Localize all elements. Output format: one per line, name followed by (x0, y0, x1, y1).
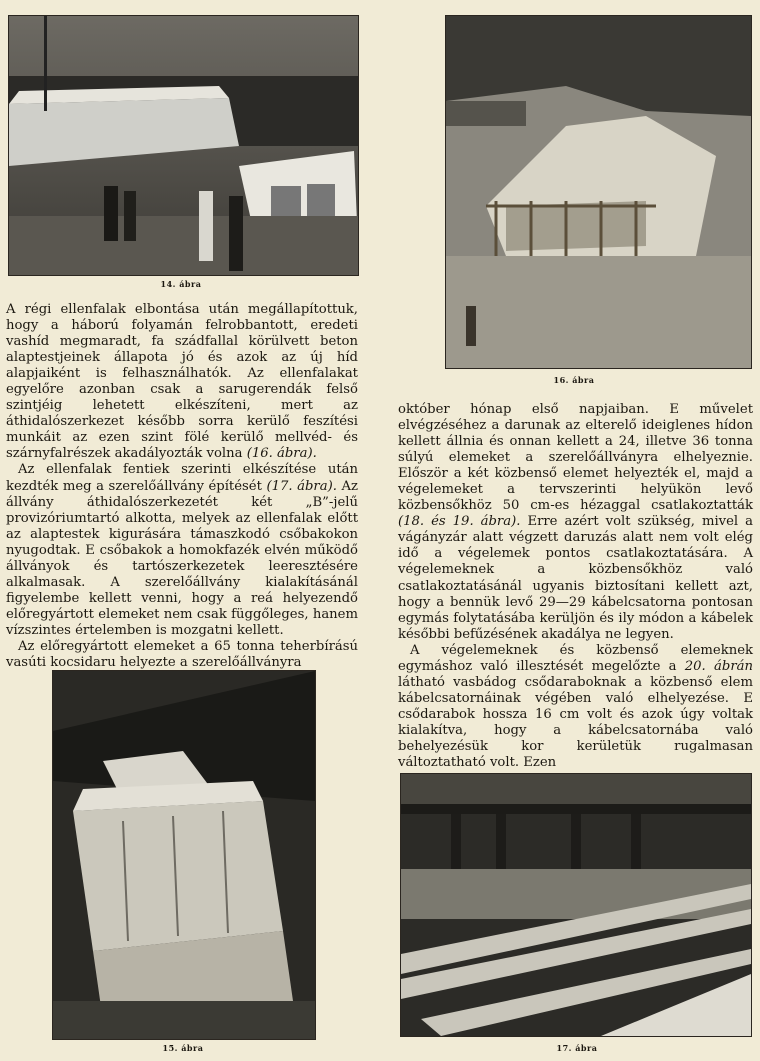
figure-14-image (9, 16, 358, 275)
right-column-text (398, 402, 753, 771)
figure-17-photo (400, 773, 752, 1037)
paragraph: október hónap első napjaiban. E művelet elvégzéséhez a darunak az elterelő ideiglenes hídon kellett állnia és onnan kellett a 24, illetve 36 tonna súlyú elemeket a szerelőállványra elhelyeznie. Először a két közbenső elemet helyezték el, majd a végelemeket a tervszerinti helyükön levő közbensőkhöz 50 cm-es hézaggal csatlakoztatták (18. és 19. ábra). Erre azért volt szükség, mivel a vágányzár alatt végzett daruzás alatt nem volt elég idő a végelemek pontos csatlakoztatására. A végelemeknek a közbensőkhöz való csatlakoztatásánál ugyanis biztosítani kellett azt, hogy a bennük levő 29—29 kábelcsatorna pontosan egymás folytatásába kerüljön és ily módon a kábelek későbbi befűzésének akadálya ne legyen. (398, 402, 753, 642)
figure-16-caption: 16. ábra (553, 375, 595, 385)
figure-16-image (446, 16, 751, 368)
figure-14-photo (8, 15, 359, 276)
figure-15-image (53, 671, 315, 1039)
figure-15-photo (52, 670, 316, 1040)
figure-17-image (401, 774, 751, 1036)
paragraph: A régi ellenfalak elbontása után megállapítottuk, hogy a háború folyamán felrobbantott, eredeti vashíd megmaradt, fa szádfallal körülvett beton alaptestjeinek állapota jó és azok az új híd alapjaiként is felhasználhatók. Az ellenfalakat egyelőre azonban csak a sarugerendák felső szintjéig lehetett elkészíteni, mert az áthidalószerkezet később sorra kerülő feszítési munkáit az ezen szint fölé kerülő mellvéd- és szárnyfalrészek akadályozták volna (16. ábra). (6, 302, 358, 462)
figure-17-caption: 17. ábra (556, 1043, 598, 1053)
paragraph: Az előregyártott elemeket a 65 tonna teherbírású vasúti kocsidaru helyezte a szerelőállványra (6, 638, 358, 671)
paragraph: A végelemeknek és közbenső elemeknek egymáshoz való illesztését megelőzte a 20. ábrán látható vasbádog csődaraboknak a közbenső elem kábelcsatornáinak végében való elhelyezése. E csődarabok hossza 16 cm volt és azok úgy voltak kialakítva, hogy a kábelcsatornába való behelyezésük kor kerületük rugalmasan változtatható volt. Ezen (398, 642, 753, 771)
paragraph: Az ellenfalak fentiek szerinti elkészítése után kezdték meg a szerelőállvány építését (17. ábra). Az állvány áthidalószerkezetét két „B”-jelű provizóriumtartó alkotta, melyek az ellenfalak előtt az alaptestek kigurására támaszkodó csőbakokon nyugodtak. E csőbakok a homokfazék elvén működő állványok és tartószerkezetek leeresztésére alkalmasak. A szerelőállvány kialakításánál figyelembe kellett venni, hogy a reá helyezendő előregyártott elemeket nem csak függőleges, hanem vízszintes értelemben is mozgatni kellett. (6, 462, 358, 638)
figure-15-caption: 15. ábra (162, 1043, 204, 1053)
figure-14-caption: 14. ábra (160, 279, 202, 289)
left-column-text (6, 302, 358, 671)
figure-16-photo (445, 15, 752, 369)
